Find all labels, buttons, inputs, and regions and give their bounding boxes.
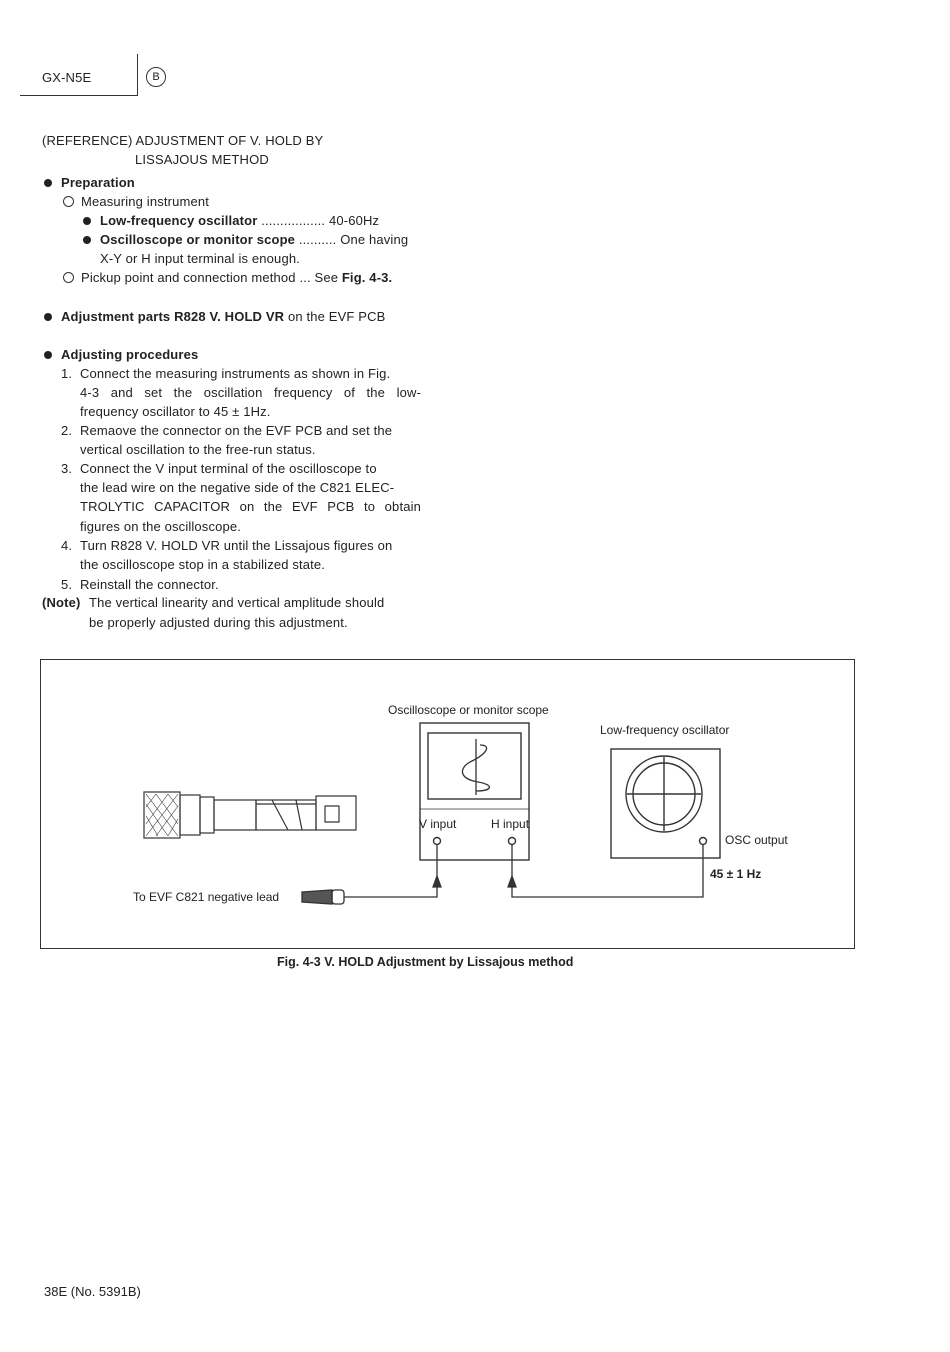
region-mark-badge	[146, 67, 166, 87]
step-line: TROLYTIC CAPACITOR on the EVF PCB to obtain	[80, 499, 421, 514]
note-line: be properly adjusted during this adjustment.	[89, 615, 348, 630]
model-name: GX-N5E	[42, 70, 92, 85]
step-line: Reinstall the connector.	[80, 577, 219, 592]
bullet-icon	[44, 313, 52, 321]
step-line: 4-3 and set the oscillation frequency of the low-	[80, 385, 421, 400]
figure-caption: Fig. 4-3 V. HOLD Adjustment by Lissajous method	[277, 955, 574, 969]
header-rule	[20, 95, 137, 96]
bullet-icon	[83, 217, 91, 225]
note-label: (Note)	[42, 595, 81, 610]
step-line: vertical oscillation to the free-run status.	[80, 442, 316, 457]
step-line: Remaove the connector on the EVF PCB and set the	[80, 423, 393, 438]
step-line: the lead wire on the negative side of the C821 ELEC-	[80, 480, 395, 495]
step-number: 2.	[61, 423, 73, 438]
step-number: 1.	[61, 366, 73, 381]
bullet-icon	[44, 179, 52, 187]
signal-wires	[344, 845, 703, 897]
evf-connector-icon	[144, 792, 356, 838]
evf-lead-label: To EVF C821 negative lead	[133, 890, 280, 904]
instrument-note: X-Y or H input terminal is enough.	[100, 251, 300, 266]
step-line: Turn R828 V. HOLD VR until the Lissajous figures on	[80, 538, 393, 553]
v-input-label: V input	[419, 817, 457, 831]
note-line: The vertical linearity and vertical amplitude should	[89, 595, 385, 610]
scope-label: Oscilloscope or monitor scope	[388, 703, 549, 717]
open-circle-icon	[63, 272, 74, 283]
instrument-oscillator: Low-frequency oscillator ................. 40-60Hz	[83, 211, 379, 230]
step-number: 4.	[61, 538, 73, 553]
procedures-heading: Adjusting procedures	[44, 345, 198, 364]
step-line: Connect the V input terminal of the oscilloscope to	[80, 461, 377, 476]
region-mark-letter: B	[152, 71, 160, 83]
step-line: Connect the measuring instruments as shown in Fig.	[80, 366, 391, 381]
preparation-heading: Preparation	[44, 173, 135, 192]
probe-icon	[302, 890, 344, 904]
oscillator-label: Low-frequency oscillator	[600, 723, 730, 737]
step-number: 5.	[61, 577, 73, 592]
oscillator-icon	[611, 749, 720, 858]
bullet-icon	[44, 351, 52, 359]
pickup-item: Pickup point and connection method ... See Fig. 4-3.	[63, 268, 392, 287]
step-line: figures on the oscilloscope.	[80, 519, 242, 534]
oscilloscope-icon	[420, 723, 529, 860]
frequency-label: 45 ± 1 Hz	[710, 867, 762, 881]
h-input-label: H input	[491, 817, 530, 831]
connection-diagram	[40, 659, 855, 949]
bullet-icon	[83, 236, 91, 244]
header-divider	[137, 54, 138, 96]
adjustment-parts: Adjustment parts R828 V. HOLD VR on the EVF PCB	[44, 307, 385, 326]
instrument-scope: Oscilloscope or monitor scope .......... One having	[83, 230, 408, 249]
step-line: frequency oscillator to 45 ± 1Hz.	[80, 404, 271, 419]
open-circle-icon	[63, 196, 74, 207]
step-line: the oscilloscope stop in a stabilized state.	[80, 557, 326, 572]
page-number: 38E (No. 5391B)	[44, 1284, 141, 1299]
section-title-cont: LISSAJOUS METHOD	[135, 152, 269, 167]
measuring-instrument-item: Measuring instrument	[63, 192, 209, 211]
osc-output-label: OSC output	[725, 833, 788, 847]
step-number: 3.	[61, 461, 73, 476]
section-title: (REFERENCE) ADJUSTMENT OF V. HOLD BY	[42, 133, 324, 148]
